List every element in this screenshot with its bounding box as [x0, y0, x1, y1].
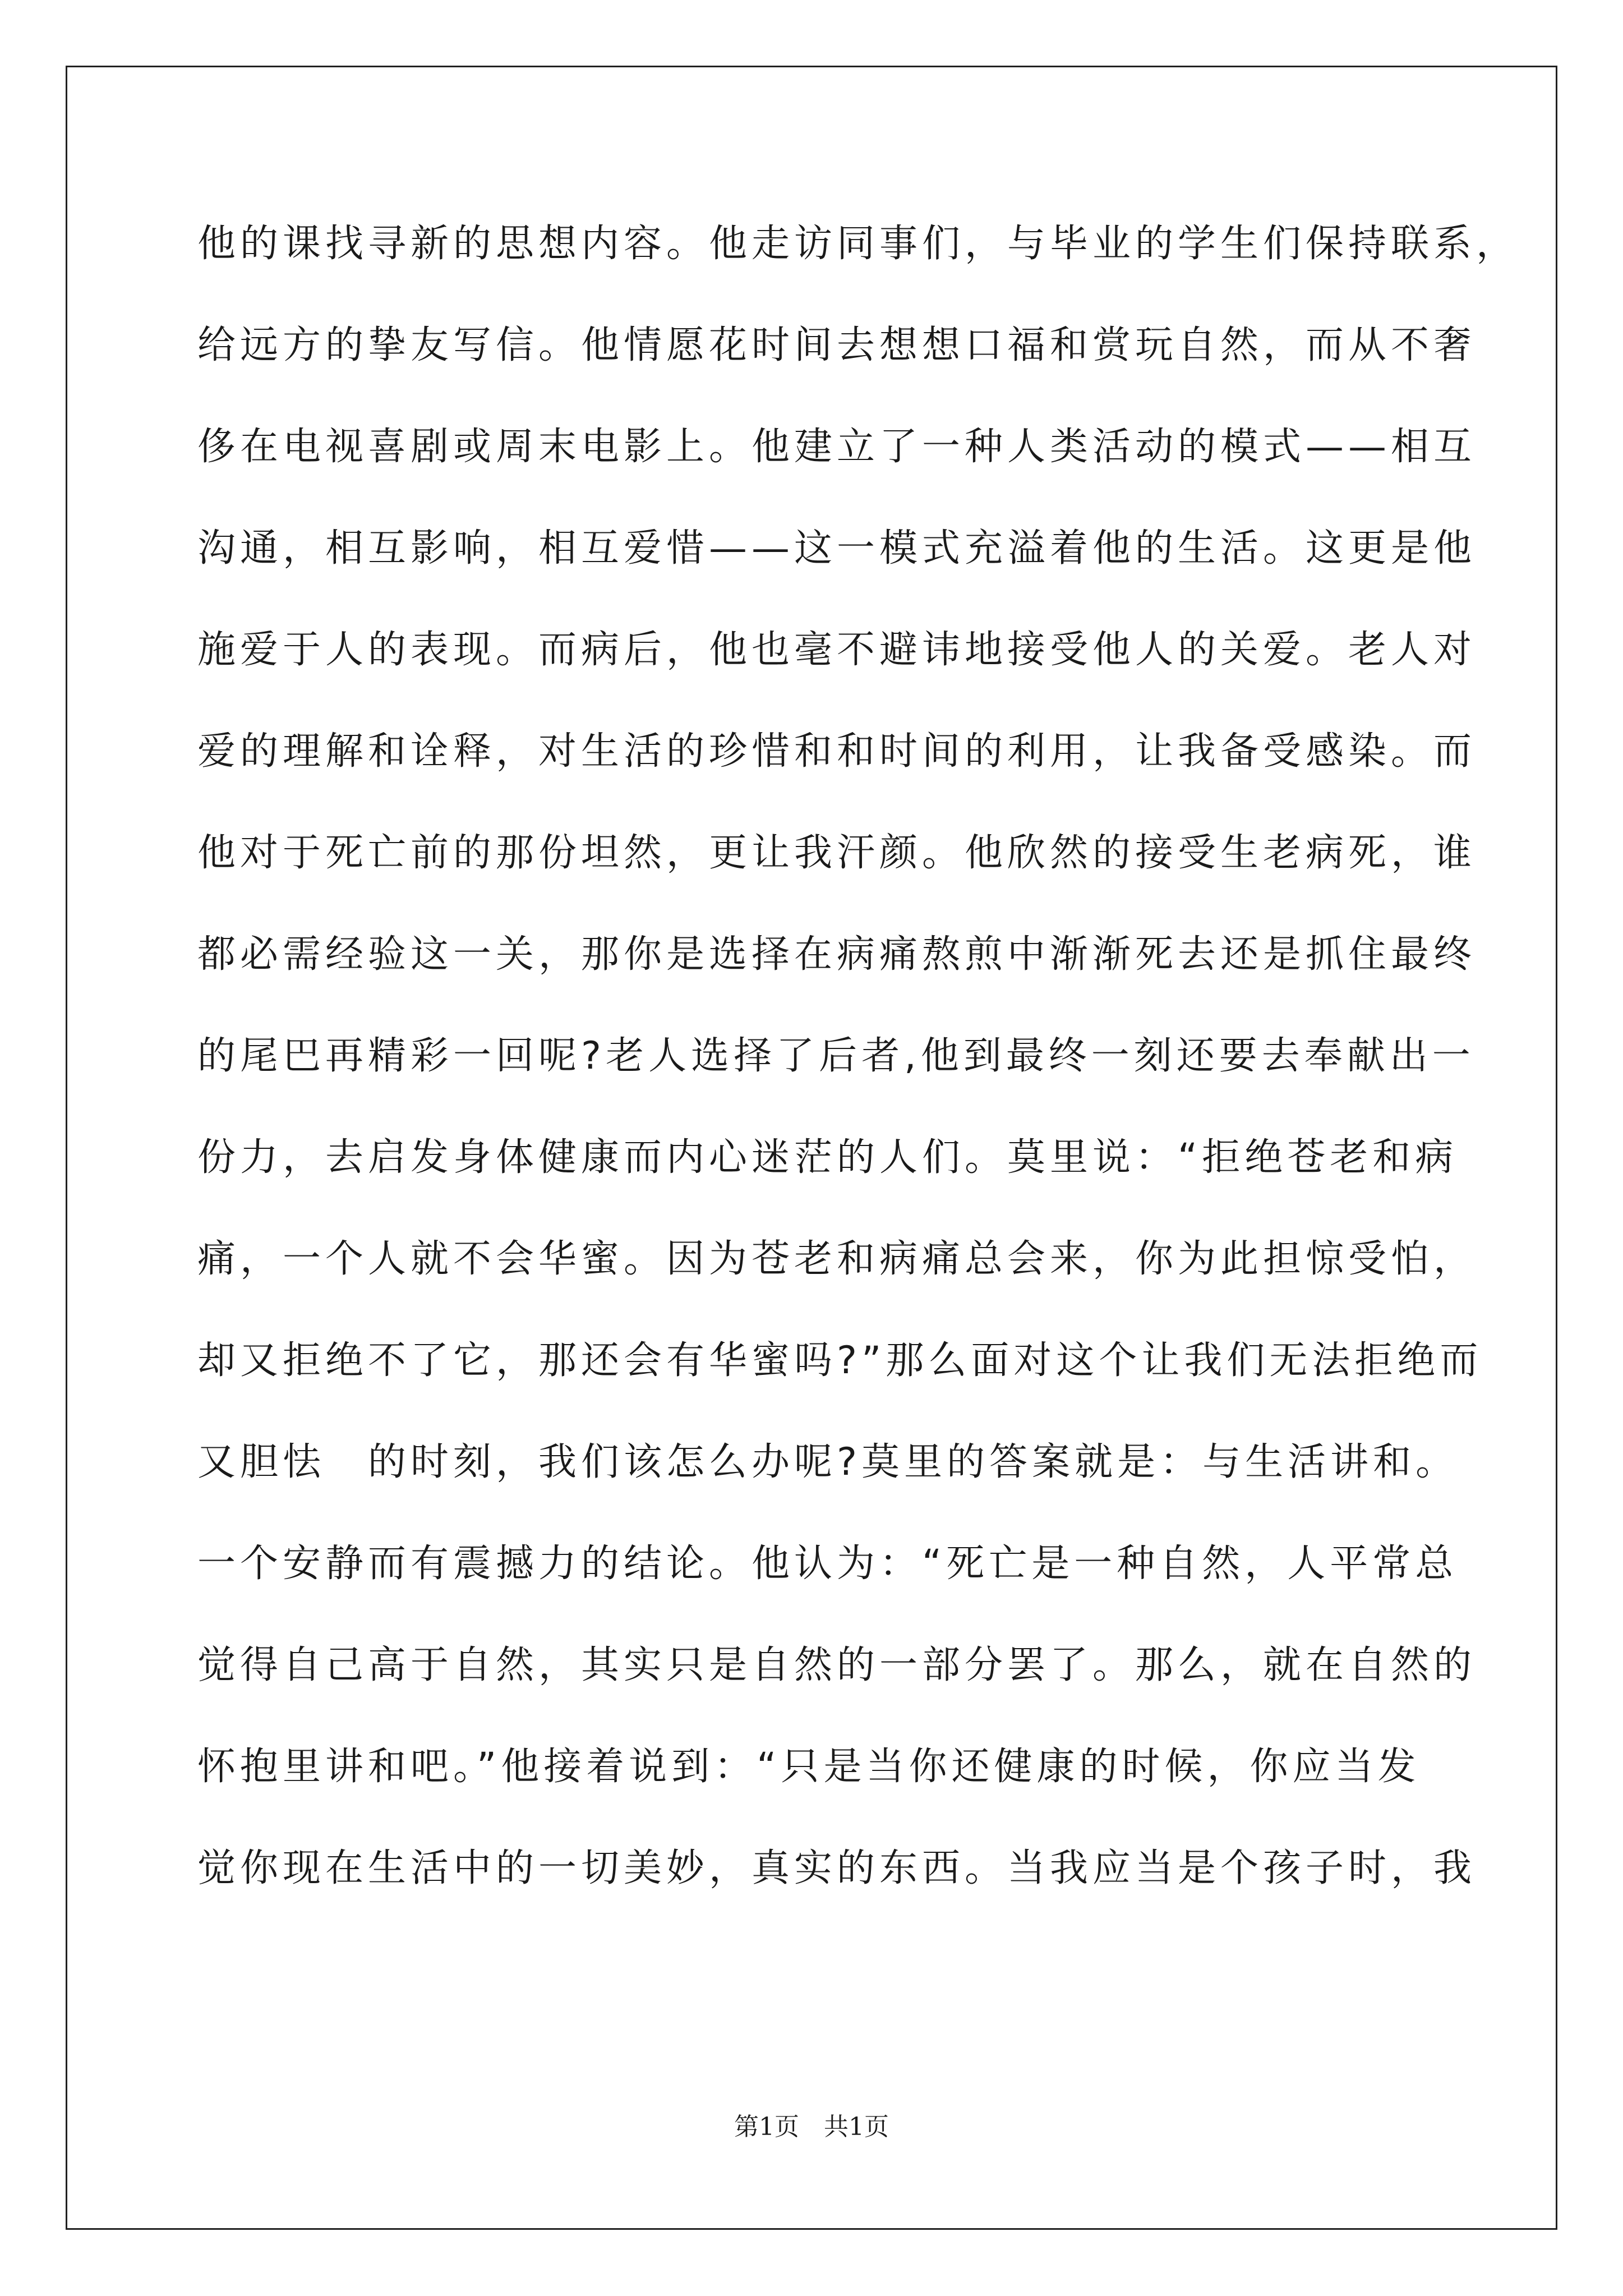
text-line: 觉得自己高于自然，其实只是自然的一部分罢了。那么，就在自然的	[197, 1643, 1477, 1687]
text-line: 侈在电视喜剧或周末电影上。他建立了一种人类活动的模式——相互	[197, 425, 1477, 469]
text-line: 的尾巴再精彩一回呢?老人选择了后者,他到最终一刻还要去奉献出一	[197, 1034, 1475, 1078]
page-footer: 第1页 共1页	[734, 2113, 889, 2141]
text-line: 他的课找寻新的思想内容。他走访同事们，与毕业的学生们保持联系，	[197, 222, 1519, 266]
text-line: 他对于死亡前的那份坦然，更让我汗颜。他欣然的接受生老病死，谁	[197, 831, 1477, 875]
text-line: 却又拒绝不了它，那还会有华蜜吗?”那么面对这个让我们无法拒绝而	[197, 1338, 1483, 1383]
text-line: 又胆怯 的时刻，我们该怎么办呢?莫里的答案就是：与生活讲和。	[197, 1440, 1459, 1484]
text-line: 一个安静而有震撼力的结论。他认为：“死亡是一种自然，人平常总	[197, 1542, 1458, 1586]
text-line: 怀抱里讲和吧。”他接着说到：“只是当你还健康的时候，你应当发	[197, 1745, 1421, 1789]
body-text	[197, 213, 1519, 1939]
text-line: 份力，去启发身体健康而内心迷茫的人们。莫里说：“拒绝苍老和病	[197, 1135, 1458, 1180]
text-line: 施爱于人的表现。而病后，他也毫不避讳地接受他人的关爱。老人对	[197, 628, 1477, 672]
text-line: 觉你现在生活中的一切美妙，真实的东西。当我应当是个孩子时，我	[197, 1846, 1477, 1890]
text-line: 爱的理解和诠释，对生活的珍惜和和时间的利用，让我备受感染。而	[197, 729, 1477, 774]
text-line: 给远方的挚友写信。他情愿花时间去想想口福和赏玩自然，而从不奢	[197, 323, 1477, 367]
text-line: 痛，一个人就不会华蜜。因为苍老和病痛总会来，你为此担惊受怕，	[197, 1237, 1477, 1281]
text-line: 都必需经验这一关，那你是选择在病痛熬煎中渐渐死去还是抓住最终	[197, 932, 1477, 977]
text-line: 沟通，相互影响，相互爱惜——这一模式充溢着他的生活。这更是他	[197, 526, 1477, 570]
